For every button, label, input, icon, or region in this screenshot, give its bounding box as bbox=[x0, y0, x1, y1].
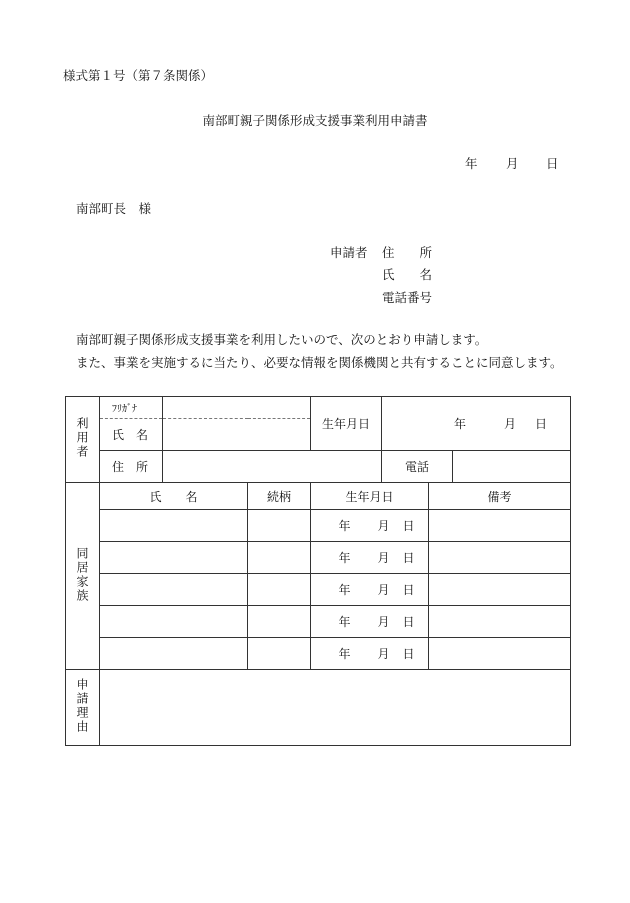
date-month: 月 bbox=[506, 156, 519, 171]
family-row bbox=[66, 638, 571, 670]
family-name-input[interactable] bbox=[100, 606, 248, 638]
user-section-label: 利用者 bbox=[66, 397, 100, 483]
family-remarks-input[interactable] bbox=[429, 542, 571, 574]
user-phone-label: 電話 bbox=[382, 451, 453, 483]
submission-date bbox=[465, 158, 559, 171]
family-birthdate-input[interactable]: 年 月 日 bbox=[311, 638, 429, 670]
application-form-table bbox=[65, 396, 571, 746]
user-birth-year: 年 bbox=[453, 417, 466, 431]
date-year: 年 bbox=[465, 156, 478, 171]
family-row bbox=[66, 542, 571, 574]
family-relation-input[interactable] bbox=[248, 542, 311, 574]
family-name-input[interactable] bbox=[100, 574, 248, 606]
family-name-header: 氏 名 bbox=[100, 483, 248, 510]
family-remarks-input[interactable] bbox=[429, 638, 571, 670]
body-text-line-2: また、事業を実施するに当たり、必要な情報を関係機関と共有することに同意します。 bbox=[76, 355, 563, 370]
furigana-input[interactable] bbox=[163, 397, 311, 419]
family-birthdate-input[interactable]: 年 月 日 bbox=[311, 542, 429, 574]
family-birthdate-header: 生年月日 bbox=[311, 483, 429, 510]
family-section-label: 同居家族 bbox=[66, 483, 100, 670]
user-birthdate-input[interactable] bbox=[382, 397, 571, 451]
form-number: 様式第１号（第７条関係） bbox=[63, 68, 214, 83]
applicant-label: 申請者 bbox=[330, 245, 368, 260]
user-birthdate-label: 生年月日 bbox=[311, 397, 382, 451]
family-remarks-input[interactable] bbox=[429, 606, 571, 638]
family-name-input[interactable] bbox=[100, 638, 248, 670]
document-title: 南部町親子関係形成支援事業利用申請書 bbox=[202, 113, 428, 128]
family-name-input[interactable] bbox=[100, 542, 248, 574]
user-name-label: 氏 名 bbox=[100, 419, 163, 451]
family-relation-header: 続柄 bbox=[248, 483, 311, 510]
date-day: 日 bbox=[546, 156, 559, 171]
applicant-address-label: 住 所 bbox=[382, 245, 433, 260]
family-row bbox=[66, 606, 571, 638]
family-relation-input[interactable] bbox=[248, 510, 311, 542]
family-relation-input[interactable] bbox=[248, 606, 311, 638]
user-birth-month: 月 bbox=[503, 417, 516, 431]
user-address-input[interactable] bbox=[163, 451, 382, 483]
family-remarks-header: 備考 bbox=[429, 483, 571, 510]
family-row bbox=[66, 574, 571, 606]
family-birthdate-input[interactable]: 年 月 日 bbox=[311, 510, 429, 542]
furigana-label: ﾌﾘｶﾞﾅ bbox=[100, 397, 163, 419]
addressee: 南部町長 様 bbox=[76, 201, 152, 216]
user-address-label: 住 所 bbox=[100, 451, 163, 483]
family-birthdate-input[interactable]: 年 月 日 bbox=[311, 606, 429, 638]
family-relation-input[interactable] bbox=[248, 638, 311, 670]
body-text-line-1: 南部町親子関係形成支援事業を利用したいので、次のとおり申請します。 bbox=[76, 332, 488, 347]
family-birthdate-input[interactable]: 年 月 日 bbox=[311, 574, 429, 606]
family-row bbox=[66, 510, 571, 542]
user-phone-input[interactable] bbox=[453, 451, 571, 483]
family-relation-input[interactable] bbox=[248, 574, 311, 606]
applicant-phone-label: 電話番号 bbox=[382, 290, 433, 305]
family-remarks-input[interactable] bbox=[429, 574, 571, 606]
applicant-name-label: 氏 名 bbox=[382, 267, 433, 282]
reason-section-label: 申請理由 bbox=[66, 670, 100, 746]
user-name-input[interactable] bbox=[163, 419, 311, 451]
family-name-input[interactable] bbox=[100, 510, 248, 542]
family-remarks-input[interactable] bbox=[429, 510, 571, 542]
reason-input[interactable] bbox=[100, 670, 571, 746]
user-birth-day: 日 bbox=[534, 417, 547, 431]
